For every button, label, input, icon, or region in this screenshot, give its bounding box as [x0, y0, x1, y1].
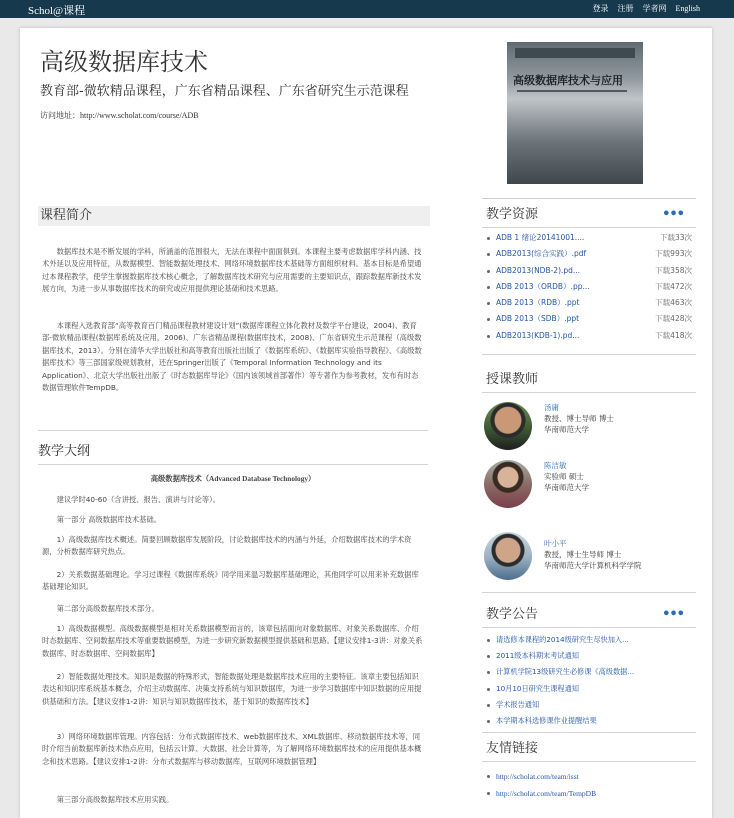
cover-title: 高级数据库技术与应用 — [513, 74, 623, 87]
resource-name-link[interactable]: ADB2013(NDB-2).pd... — [496, 265, 581, 275]
teacher-info — [544, 402, 614, 435]
notice-item[interactable]: 本学期本科选修课作业提醒结果 — [486, 713, 692, 729]
notice-item[interactable]: 2011级本科期末考试通知 — [486, 648, 692, 664]
links-heading — [486, 739, 538, 759]
teacher-name[interactable]: 陈洁敏 — [544, 461, 567, 470]
course-subtitle: 教育部-微软精品课程，广东省精品课程、广东省研究生示范课程 — [40, 84, 409, 99]
teacher-org: 华南师范大学 — [544, 425, 589, 434]
divider — [38, 430, 428, 431]
links-heading-text: 友情链接 — [486, 741, 539, 756]
resource-item[interactable] — [486, 311, 692, 327]
friend-link[interactable]: http://scholat.com/team/isst — [486, 768, 692, 785]
divider — [482, 761, 696, 762]
resources-heading — [486, 205, 692, 225]
intro-paragraph-2: 本课程入选教育部“高等教育百门精品课程教材建设计划”(数据库课程立体化教材及数学平台建设，2004)、教育部-微软精品课程(数据库系统及应用，2006)、广东省精品课程(数据库技术，2008)、广东省研究生示范课程（高级数据库技术，2013）。分别在清华大学出版社和高等教育出版社出版了《数据库系统》、《数据库实验指导教程》、《高级数据库技术》等三部国家级规划教材，还在Springer出版了《Temporal Information Technology and its Application》、北京大学出版社出版了《时态数据库导论》（国内该领域首部著作）等专著作为参考教材，发布有时态数据管理软件TempDB。 — [42, 321, 422, 393]
resource-item[interactable] — [486, 230, 692, 246]
resource-name-link[interactable]: ADB 2013（SDB）.ppt — [496, 314, 580, 324]
friend-link[interactable]: http://scholat.com/team/TempDB — [486, 785, 692, 802]
register-link[interactable]: 注册 — [617, 4, 634, 13]
resource-item[interactable] — [486, 246, 692, 262]
resource-name-link[interactable]: ADB2013(综合实践）.pdf — [496, 249, 587, 259]
notices-more-icon[interactable]: ••• — [662, 607, 684, 622]
teacher-title: 实验师 硕士 — [544, 472, 584, 481]
site-logo[interactable]: Schol@课程 — [28, 5, 86, 17]
divider — [482, 592, 696, 593]
outline-paragraph: 第三部分高级数据库技术应用实践。 — [56, 795, 174, 804]
intro-heading-text: 课程简介 — [40, 208, 93, 223]
outline-paragraph: 1）高级数据库技术概述。简要回顾数据库发展阶段，讨论数据库技术的内涵与外延，介绍数据库技术的学术资源，分析数据库研究热点。 — [42, 535, 412, 557]
resource-name-link[interactable]: ADB2013(KDB-1).pd... — [496, 330, 580, 340]
teacher-title: 教授，博士生导师 博士 — [544, 550, 622, 559]
teacher-info — [544, 460, 589, 493]
login-link[interactable]: 登录 — [592, 4, 609, 13]
divider — [482, 354, 696, 355]
cover-line — [517, 90, 627, 92]
intro-paragraph-1: 数据库技术是不断发展的学科，所涵盖的范围很大，无法在课程中面面俱到。本课程主要考虑数据库学科内涵、技术外延以及应用特征，从数据模型、智能数据处理技术、网络环境数据库技术基础等方面组织材料。基本目标是希望通过本课程教学，使学生掌握数据库技术核心概念，了解数据库技术研究与应用需要的主要知识点，跟踪数据库新技术发展方向，为进一步从事数据库技术的研究或应用提供理论基础和技术思路。 — [42, 247, 422, 294]
teacher-name[interactable]: 叶小平 — [544, 539, 567, 548]
resource-name-link[interactable]: ADB 2013（ORDB）.pp... — [496, 281, 590, 291]
outline-heading-text: 教学大纲 — [38, 444, 91, 459]
divider — [482, 627, 696, 628]
teacher-org: 华南师范大学 — [544, 483, 589, 492]
top-bar — [0, 0, 734, 18]
scholar-net-link[interactable]: 学者网 — [642, 4, 667, 13]
notice-item[interactable]: 学术报告通知 — [486, 697, 692, 713]
outline-paragraph: 3）网络环境数据库管理。内容包括：分布式数据库技术、web数据库技术、XML数据库、移动数据库技术等，同时介绍当前数据库新技术热点应用，包括云计算、大数据、社会计算等，为了解网络环境数据库技术的应用提供基本概念和技术思路。【建议安排1-2讲：分布式数据库与移动数据库，互联网环境数据管理】 — [42, 732, 422, 766]
english-link[interactable]: English — [675, 4, 700, 13]
outline-paragraph: 1）高级数据模型。高级数据模型是相对关系数据模型而言的，该章包括面向对象数据库、对象关系数据库、介绍时态数据库、空间数据库技术等重要数据模型，为进一步研究新数据模型提供基础和思路。【建议安排1-3讲：对象关系数据库、时态数据库、空间数据库】 — [42, 624, 423, 658]
cover-band — [515, 48, 635, 58]
resource-item[interactable] — [486, 328, 692, 344]
notice-list — [486, 632, 692, 729]
resource-item[interactable] — [486, 263, 692, 279]
resource-download-count: 下载418次 — [655, 330, 692, 340]
resource-list — [486, 230, 692, 344]
divider — [482, 198, 696, 199]
divider — [482, 732, 696, 733]
teacher-name[interactable]: 汤庸 — [544, 403, 559, 412]
links-list — [486, 768, 692, 802]
resources-more-icon[interactable]: ••• — [662, 207, 684, 222]
resource-download-count: 下载993次 — [655, 249, 692, 259]
resource-download-count: 下载428次 — [655, 314, 692, 324]
notice-item[interactable]: 请选修本课程的2014级研究生尽快加入... — [486, 632, 692, 648]
teacher-avatar — [484, 402, 532, 450]
divider — [482, 227, 696, 228]
outline-paragraph: 2）关系数据基础理论。学习过课程《数据库系统》同学用来温习数据库基础理论，其他同学可以用来补充数据库基础理论知识。 — [42, 570, 419, 592]
book-cover-image — [507, 42, 643, 184]
teacher-info — [544, 538, 642, 571]
divider — [38, 464, 428, 465]
top-nav — [586, 3, 700, 14]
course-visit-url[interactable]: 访问地址：http://www.scholat.com/course/ADB — [40, 111, 199, 120]
outline-paragraph: 2）智能数据处理技术。知识是数据的特殊形式，智能数据处理是数据库技术应用的主要特征。该章主要包括知识表达和知识库系统基本概念，介绍主动数据库、决策支持系统与知识数据库，为进一步学习数据库中知识数据的应用提供基础和方法。【建议安排1-2讲：知识与知识数据库技术，基于知识的数据库技术】 — [42, 672, 422, 706]
resource-download-count: 下载33次 — [659, 233, 692, 242]
notices-heading — [486, 605, 692, 625]
divider — [482, 392, 696, 393]
notice-item[interactable]: 10月10日研究生课程通知 — [486, 681, 692, 697]
teacher-avatar — [484, 532, 532, 580]
resource-download-count: 下载472次 — [655, 281, 692, 291]
notice-item[interactable]: 计算机学院13级研究生必修课《高级数据... — [486, 664, 692, 680]
resources-heading-text: 教学资源 — [486, 207, 539, 222]
outline-heading — [38, 442, 90, 462]
resource-item[interactable] — [486, 295, 692, 311]
outline-paragraph: 第二部分高级数据库技术部分。 — [56, 604, 159, 613]
outline-paragraph: 第一部分 高级数据库技术基础。 — [56, 515, 162, 524]
resource-download-count: 下载463次 — [655, 298, 692, 308]
teacher-org: 华南师范大学计算机科学学院 — [544, 561, 642, 570]
teacher-title: 教授、博士导师 博士 — [544, 414, 614, 423]
teacher-avatar — [484, 460, 532, 508]
resource-name-link[interactable]: ADB 2013（RDB）.ppt — [496, 298, 580, 308]
outline-paragraph: 建议学时40-60（含讲授、报告、演讲与讨论等）。 — [56, 495, 221, 504]
resource-name-link[interactable]: ADB 1 绪论20141001.... — [496, 233, 585, 242]
course-title: 高级数据库技术 — [40, 48, 208, 76]
notices-heading-text: 教学公告 — [486, 607, 539, 622]
resource-download-count: 下载358次 — [655, 265, 692, 275]
resource-item[interactable] — [486, 279, 692, 295]
content-card — [20, 28, 712, 818]
outline-center-title: 高级数据库技术（Advanced Database Technology） — [150, 474, 316, 483]
intro-heading — [38, 206, 430, 226]
teachers-heading — [486, 370, 538, 390]
teachers-heading-text: 授课教师 — [486, 372, 539, 387]
